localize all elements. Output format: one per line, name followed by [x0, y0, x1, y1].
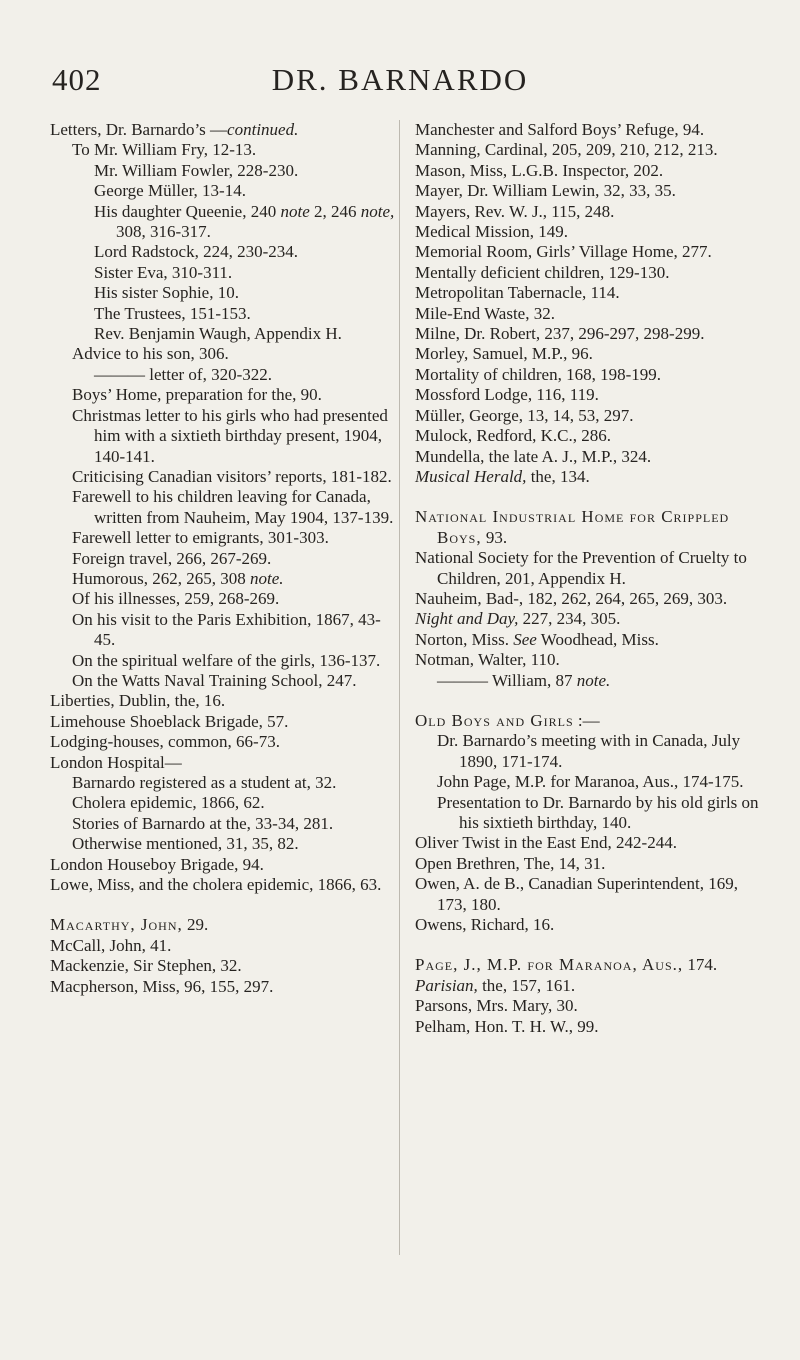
index-entry-text: Macpherson, Miss, 96, 155, 297.	[50, 976, 274, 996]
index-entry-text: Macarthy, John,	[50, 915, 183, 935]
index-entry-text: ——— letter of, 320-322.	[94, 364, 272, 384]
index-entry-text: Morley, Samuel, M.P., 96.	[415, 344, 593, 364]
index-entry	[50, 610, 395, 651]
index-entry-text: The Trustees, 151-153.	[94, 303, 251, 323]
page-header	[0, 62, 800, 106]
index-entry	[50, 915, 395, 935]
index-entry-text: 174.	[683, 955, 718, 975]
index-entry-text: Metropolitan Tabernacle, 114.	[415, 283, 620, 303]
index-entry	[415, 854, 760, 874]
index-entry	[50, 956, 395, 976]
index-entry	[415, 385, 760, 405]
index-entry	[50, 814, 395, 834]
index-entry-text: note,	[360, 201, 395, 221]
index-entry-text: 308, 316-317.	[116, 222, 211, 242]
index-entry	[50, 283, 395, 303]
index-entry-text: On the Watts Naval Training School, 247.	[72, 670, 357, 690]
index-entry-text: Sister Eva, 310-311.	[94, 262, 233, 282]
index-entry-text: Stories of Barnardo at the, 33-34, 281.	[72, 813, 334, 833]
index-entry-text: Open Brethren, The, 14, 31.	[415, 853, 606, 873]
index-entry	[50, 344, 395, 364]
index-entry	[50, 855, 395, 875]
index-entry	[415, 344, 760, 364]
index-entry-text: On the spiritual welfare of the girls, 136-137.	[72, 650, 381, 670]
index-entry-text: On his visit to the Paris Exhibition, 1867, 43-45.	[72, 609, 381, 650]
index-entry-text: Barnardo registered as a student at, 32.	[72, 773, 337, 792]
index-entry-text: note	[280, 201, 310, 221]
index-entry	[50, 406, 395, 467]
index-entry-text: To Mr. William Fry, 12-13.	[72, 140, 257, 160]
index-entry	[50, 487, 395, 528]
index-entry	[50, 753, 395, 773]
index-entry-text: Criticising Canadian visitors’ reports, 181-182.	[72, 466, 392, 486]
index-entry	[50, 549, 395, 569]
index-entry-text: Pelham, Hon. T. H. W., 99.	[415, 1016, 599, 1036]
index-entry	[50, 304, 395, 324]
index-entry	[415, 996, 760, 1016]
index-entry-text: Mackenzie, Sir Stephen, 32.	[50, 956, 242, 976]
index-entry	[415, 120, 760, 140]
index-entry-text: Lord Radstock, 224, 230-234.	[94, 242, 298, 262]
index-entry	[415, 365, 760, 385]
index-entry-text: Norton, Miss.	[415, 629, 514, 649]
index-entry-text: Müller, George, 13, 14, 53, 297.	[415, 405, 634, 425]
index-entry	[415, 467, 760, 487]
index-entry-text: Mentally deficient children, 129-130.	[415, 262, 670, 282]
index-entry-text: Mile-End Waste, 32.	[415, 303, 555, 323]
index-entry	[415, 589, 760, 609]
index-entry	[50, 875, 395, 895]
index-entry-text: Parisian,	[415, 975, 478, 995]
index-entry	[415, 140, 760, 160]
index-entry	[50, 263, 395, 283]
index-entry	[50, 732, 395, 752]
index-entry	[415, 772, 760, 792]
index-entry-text: continued.	[227, 120, 299, 139]
index-entry	[415, 793, 760, 834]
index-entry-text: Oliver Twist in the East End, 242-244.	[415, 833, 677, 853]
index-entry-text: Owen, A. de B., Canadian Superintendent, 169, 173, 180.	[415, 874, 738, 914]
index-entry	[415, 609, 760, 629]
index-entry	[415, 833, 760, 853]
index-entry-text: Presentation to Dr. Barnardo by his old girls on his sixtieth birthday, 140.	[437, 792, 759, 832]
index-entry-text: McCall, John, 41.	[50, 935, 172, 955]
index-entry-text: Old Boys and Girls	[415, 710, 574, 730]
index-entry	[415, 283, 760, 303]
index-entry-text: Lowe, Miss, and the cholera epidemic, 1866, 63.	[50, 875, 382, 895]
index-entry-text: His sister Sophie, 10.	[94, 283, 239, 303]
index-entry-text: Notman, Walter, 110.	[415, 650, 560, 670]
index-entry-text: note.	[576, 670, 611, 690]
index-entry	[50, 202, 395, 243]
index-entry-text: Musical Herald,	[415, 466, 527, 486]
index-entry-text: National Industrial Home for Crippled Boys,	[415, 507, 730, 547]
index-entry	[415, 426, 760, 446]
index-entry-text: Farewell letter to emigrants, 301-303.	[72, 528, 329, 548]
index-entry-text: His daughter Queenie, 240	[94, 201, 281, 221]
index-entry	[50, 977, 395, 997]
index-entry	[415, 955, 760, 975]
index-entry-text: Mayer, Dr. William Lewin, 32, 33, 35.	[415, 181, 676, 201]
index-entry-text: Manchester and Salford Boys’ Refuge, 94.	[415, 120, 705, 139]
index-entry	[415, 263, 760, 283]
index-entry-text: Owens, Richard, 16.	[415, 915, 555, 935]
index-entry	[50, 161, 395, 181]
index-entry	[415, 650, 760, 670]
index-entry	[415, 874, 760, 915]
index-entry-text: Night and Day,	[415, 609, 519, 629]
index-entry-text: Page, J., M.P. for Maranoa, Aus.,	[415, 955, 684, 975]
index-entry	[50, 467, 395, 487]
index-column-right	[415, 120, 760, 1037]
index-entry	[415, 161, 760, 181]
index-entry	[50, 181, 395, 201]
index-entry-text: Memorial Room, Girls’ Village Home, 277.	[415, 242, 712, 262]
index-entry	[415, 202, 760, 222]
index-entry-text: Liberties, Dublin, the, 16.	[50, 691, 226, 711]
index-entry	[50, 773, 395, 793]
index-entry-text: Milne, Dr. Robert, 237, 296-297, 298-299.	[415, 324, 705, 344]
index-entry	[415, 671, 760, 691]
index-entry-text: Humorous, 262, 265, 308	[72, 568, 251, 588]
index-entry-text: Nauheim, Bad-, 182, 262, 264, 265, 269, 303.	[415, 588, 728, 608]
index-entry	[415, 1017, 760, 1037]
index-entry-text: 2, 246	[309, 201, 361, 221]
index-entry-text: Of his illnesses, 259, 268-269.	[72, 589, 280, 609]
index-entry-text: Otherwise mentioned, 31, 35, 82.	[72, 834, 299, 854]
index-entry-text: Farewell to his children leaving for Canada, written from Nauheim, May 1904, 137-139.	[72, 487, 394, 527]
index-entry	[50, 691, 395, 711]
page-number: 402	[52, 62, 102, 97]
index-entry-text: 93.	[481, 527, 508, 547]
index-entry	[50, 140, 395, 160]
index-entry-text: Mundella, the late A. J., M.P., 324.	[415, 446, 652, 466]
index-entry-text: Dr. Barnardo’s meeting with in Canada, July 1890, 171-174.	[437, 731, 741, 771]
index-entry-text: John Page, M.P. for Maranoa, Aus., 174-175.	[437, 772, 744, 792]
index-entry-text: Parsons, Mrs. Mary, 30.	[415, 996, 578, 1016]
index-column-left	[50, 120, 395, 997]
column-divider	[399, 120, 400, 1255]
index-entry	[50, 120, 395, 140]
index-entry-text: 29.	[182, 915, 209, 935]
index-entry-text: Woodhead, Miss.	[536, 629, 659, 649]
index-entry	[50, 365, 395, 385]
index-entry-text: ——— William, 87	[437, 670, 577, 690]
index-entry	[50, 324, 395, 344]
index-entry	[50, 834, 395, 854]
index-entry	[415, 630, 760, 650]
index-entry	[415, 181, 760, 201]
index-entry	[50, 589, 395, 609]
index-entry-text: Foreign travel, 266, 267-269.	[72, 548, 272, 568]
index-entry-text: Mayers, Rev. W. J., 115, 248.	[415, 201, 615, 221]
index-entry-text: Mason, Miss, L.G.B. Inspector, 202.	[415, 160, 664, 180]
index-entry-text: Christmas letter to his girls who had presented him with a sixtieth birthday present, 1904, 140-141.	[72, 405, 388, 466]
index-entry	[415, 222, 760, 242]
index-entry-text: the, 134.	[526, 466, 590, 486]
index-entry	[415, 324, 760, 344]
index-entry-text: :—	[573, 710, 600, 730]
index-entry-text: Mulock, Redford, K.C., 286.	[415, 426, 611, 446]
index-entry	[415, 548, 760, 589]
index-entry	[415, 304, 760, 324]
index-entry-text: National Society for the Prevention of Cruelty to Children, 201, Appendix H.	[415, 548, 747, 588]
index-entry	[415, 731, 760, 772]
index-entry	[50, 671, 395, 691]
index-entry-text: Mossford Lodge, 116, 119.	[415, 385, 599, 405]
index-entry	[415, 447, 760, 467]
index-entry	[415, 915, 760, 935]
index-entry	[50, 385, 395, 405]
index-entry-text: George Müller, 13-14.	[94, 181, 246, 201]
index-entry	[50, 569, 395, 589]
index-entry	[50, 528, 395, 548]
index-entry-text: Boys’ Home, preparation for the, 90.	[72, 385, 322, 405]
index-entry-text: Lodging-houses, common, 66-73.	[50, 732, 280, 752]
index-entry-text: Mortality of children, 168, 198-199.	[415, 364, 661, 384]
index-entry-text: Cholera epidemic, 1866, 62.	[72, 793, 265, 813]
index-entry-text: Mr. William Fowler, 228-230.	[94, 160, 299, 180]
index-entry-text: note.	[250, 568, 284, 588]
index-entry	[415, 242, 760, 262]
index-entry	[50, 651, 395, 671]
index-entry	[50, 936, 395, 956]
index-entry	[50, 712, 395, 732]
index-entry-text: See	[513, 629, 537, 649]
running-head: DR. BARNARDO	[271, 62, 529, 97]
index-entry-text: Limehouse Shoeblack Brigade, 57.	[50, 711, 289, 731]
index-entry	[415, 406, 760, 426]
index-entry-text: Rev. Benjamin Waugh, Appendix H.	[94, 324, 342, 344]
index-entry	[415, 976, 760, 996]
index-entry-text: Letters, Dr. Barnardo’s —	[50, 120, 228, 139]
index-entry-text: Medical Mission, 149.	[415, 222, 568, 242]
index-entry-text: the, 157, 161.	[477, 975, 576, 995]
index-entry-text: 227, 234, 305.	[518, 609, 621, 629]
index-entry	[415, 507, 760, 548]
index-entry	[50, 793, 395, 813]
index-entry-text: London Houseboy Brigade, 94.	[50, 854, 264, 874]
index-entry	[415, 711, 760, 731]
index-entry-text: London Hospital—	[50, 752, 182, 772]
index-entry-text: Advice to his son, 306.	[72, 344, 229, 364]
index-entry-text: Manning, Cardinal, 205, 209, 210, 212, 213.	[415, 140, 718, 160]
index-entry	[50, 242, 395, 262]
